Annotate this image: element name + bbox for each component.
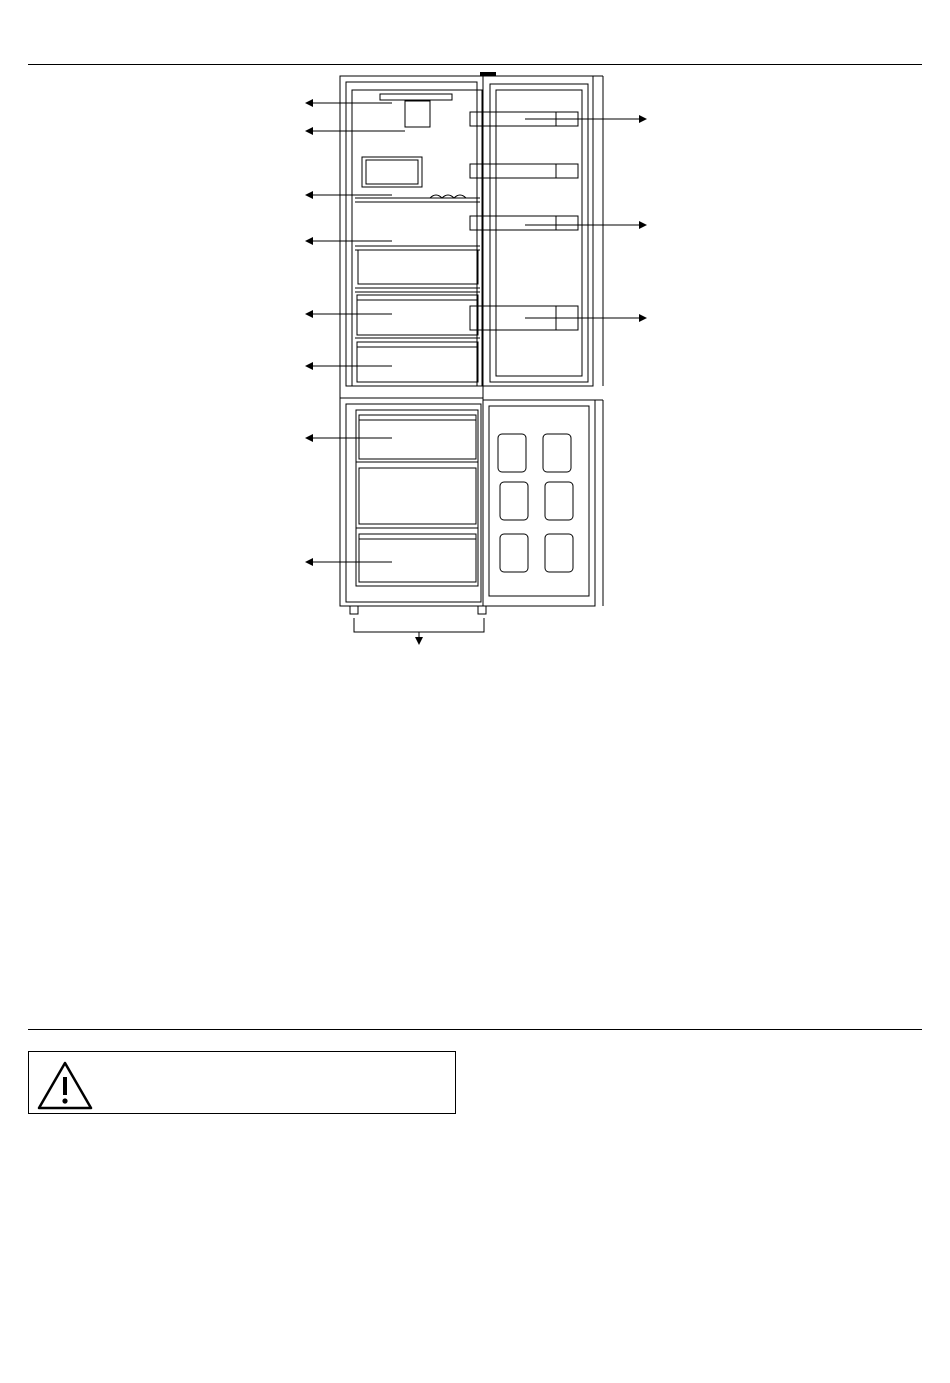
section-horizontal-rule [28,1029,922,1030]
cabinet-body [340,76,483,606]
warning-box [28,1051,456,1114]
warning-triangle-icon [37,1060,93,1110]
